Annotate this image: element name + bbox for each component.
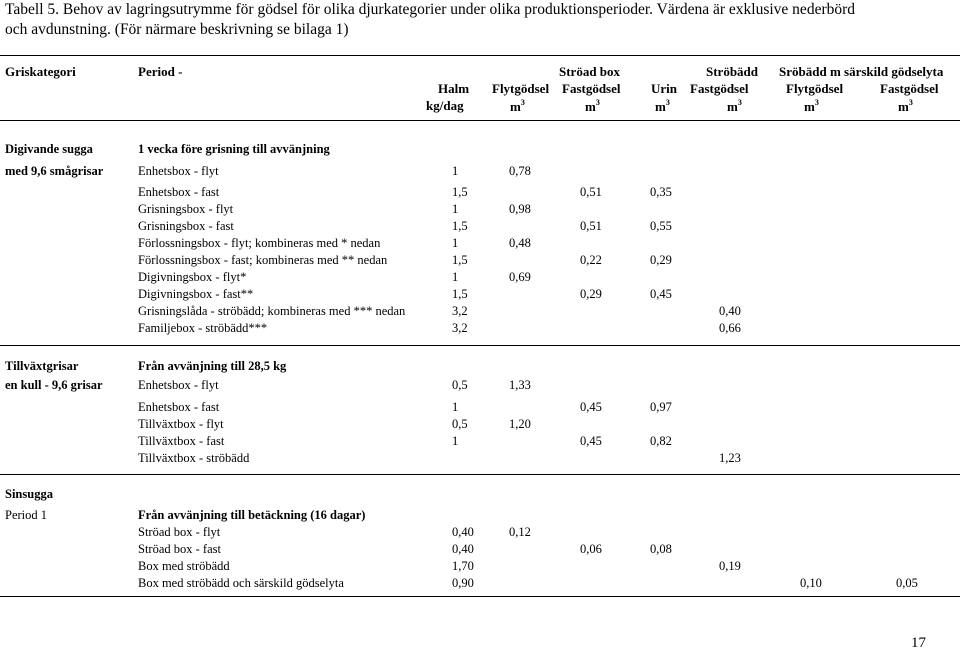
table-cell-strob: 0,66 [719, 321, 741, 335]
table-cell-halm: 3,2 [452, 304, 468, 318]
table-cell-flyt: 1,20 [509, 417, 531, 431]
table-cell-flyt: 0,78 [509, 164, 531, 178]
header-period: Period - [138, 64, 183, 79]
section2-period: Från avvänjning till 28,5 kg [138, 359, 287, 373]
table-caption-line2: och avdunstning. (För närmare beskrivning se bilaga 1) [5, 21, 349, 38]
section3-period: Från avvänjning till betäckning (16 dagar) [138, 508, 366, 522]
table-cell-halm: 3,2 [452, 321, 468, 335]
unit-sarskild-flyt: $m^3$ [804, 98, 819, 114]
table-row-label: Förlossningsbox - flyt; kombineras med * nedan [138, 236, 381, 250]
section2-rule [0, 474, 960, 475]
table-cell-halm: 0,5 [452, 417, 468, 431]
section2-title: Tillväxtgrisar [5, 359, 79, 373]
section1-rule [0, 345, 960, 346]
table-cell-strob: 0,40 [719, 304, 741, 318]
table-cell-halm: 1 [452, 236, 459, 250]
table-row-label: Digivningsbox - flyt* [138, 270, 247, 284]
table-cell-flyt: 1,33 [509, 378, 531, 392]
table-cell-urin: 0,08 [650, 542, 672, 556]
table-row-label: Ströad box - flyt [138, 525, 221, 539]
table-cell-s-fast: 0,05 [896, 576, 918, 590]
table-cell-flyt: 0,98 [509, 202, 531, 216]
unit-flyt: $m^3$ [510, 98, 525, 114]
table-cell-fast: 0,22 [580, 253, 602, 267]
table-cell-fast: 0,29 [580, 287, 602, 301]
table-cell-strob: 0,19 [719, 559, 741, 573]
header-top-rule [0, 55, 960, 56]
header-stroad-box: Ströad box [559, 64, 621, 79]
table-bottom-rule [0, 596, 960, 597]
table-row-label: Tillväxtbox - fast [138, 434, 225, 448]
table-cell-halm: 0,90 [452, 576, 474, 590]
header-sarskild-fastgodsel: Fastgödsel [880, 81, 939, 96]
table-row-label: Tillväxtbox - flyt [138, 417, 224, 431]
table-cell-halm: 1,70 [452, 559, 474, 573]
table-cell-fast: 0,45 [580, 400, 602, 414]
table-cell-urin: 0,45 [650, 287, 672, 301]
table-cell-flyt: 0,69 [509, 270, 531, 284]
table-cell-urin: 0,29 [650, 253, 672, 267]
table-cell-halm: 1 [452, 434, 459, 448]
header-fastgodsel: Fastgödsel [562, 81, 621, 96]
section2-subtitle: en kull - 9,6 grisar [5, 378, 103, 392]
table-cell-fast: 0,51 [580, 219, 602, 233]
table-cell-fast: 0,06 [580, 542, 602, 556]
page-number: 17 [911, 635, 926, 651]
table-row-label: Ströad box - fast [138, 542, 221, 556]
table-cell-urin: 0,55 [650, 219, 672, 233]
table-cell-halm: 1 [452, 400, 459, 414]
section3-subtitle: Period 1 [5, 508, 48, 522]
header-strobadd-sarskild: Sröbädd m särskild gödselyta [779, 64, 944, 79]
table-cell-halm: 1,5 [452, 253, 468, 267]
section1-period: 1 vecka före grisning till avvänjning [138, 142, 330, 156]
header-urin: Urin [651, 81, 677, 96]
table-row-label: Box med ströbädd och särskild gödselyta [138, 576, 344, 590]
header-strobadd-fastgodsel: Fastgödsel [690, 81, 749, 96]
table-row-label: Grisningslåda - ströbädd; kombineras med *** nedan [138, 304, 406, 318]
header-halm-unit: kg/dag [426, 98, 464, 113]
table-cell-halm: 1,5 [452, 287, 468, 301]
header-bottom-rule [0, 120, 960, 121]
section3-title: Sinsugga [5, 487, 53, 501]
table-row-label: Enhetsbox - flyt [138, 164, 219, 178]
table-row-label: Enhetsbox - flyt [138, 378, 219, 392]
section1-subtitle: med 9,6 smågrisar [5, 164, 104, 178]
table-row-label: Förlossningsbox - fast; kombineras med ** nedan [138, 253, 388, 267]
table-cell-flyt: 0,12 [509, 525, 531, 539]
header-halm: Halm [438, 81, 470, 96]
table-caption-line1: Tabell 5. Behov av lagringsutrymme för gödsel för olika djurkategorier under olika produktionsperioder. Värdena är exklusive nederbörd [5, 1, 856, 18]
unit-strobadd: $m^3$ [727, 98, 742, 114]
unit-fast: $m^3$ [585, 98, 600, 114]
table-row-label: Enhetsbox - fast [138, 400, 220, 414]
header-griskategori: Griskategori [5, 64, 76, 79]
table-cell-halm: 1 [452, 202, 459, 216]
table-row-label: Box med ströbädd [138, 559, 230, 573]
header-flytgodsel: Flytgödsel [492, 81, 550, 96]
table-cell-halm: 1,5 [452, 219, 468, 233]
table-cell-halm: 1 [452, 270, 459, 284]
table-cell-halm: 0,5 [452, 378, 468, 392]
table-row-label: Familjebox - ströbädd*** [138, 321, 268, 335]
table-cell-halm: 0,40 [452, 525, 474, 539]
table-row-label: Grisningsbox - fast [138, 219, 234, 233]
table-cell-urin: 0,35 [650, 185, 672, 199]
table-row-label: Grisningsbox - flyt [138, 202, 234, 216]
table-cell-urin: 0,82 [650, 434, 672, 448]
section1-title: Digivande sugga [5, 142, 93, 156]
table-cell-fast: 0,45 [580, 434, 602, 448]
table-cell-urin: 0,97 [650, 400, 672, 414]
table-row-label: Tillväxtbox - ströbädd [138, 451, 250, 465]
table-row-label: Enhetsbox - fast [138, 185, 220, 199]
unit-urin: $m^3$ [655, 98, 670, 114]
table-row-label: Digivningsbox - fast** [138, 287, 254, 301]
unit-sarskild-fast: $m^3$ [898, 98, 913, 114]
table-cell-halm: 1,5 [452, 185, 468, 199]
table-cell-strob: 1,23 [719, 451, 741, 465]
table-cell-halm: 1 [452, 164, 459, 178]
table-cell-halm: 0,40 [452, 542, 474, 556]
header-sarskild-flytgodsel: Flytgödsel [786, 81, 844, 96]
header-strobadd: Ströbädd [706, 64, 759, 79]
table-cell-s-flyt: 0,10 [800, 576, 822, 590]
table-cell-flyt: 0,48 [509, 236, 531, 250]
table-cell-fast: 0,51 [580, 185, 602, 199]
